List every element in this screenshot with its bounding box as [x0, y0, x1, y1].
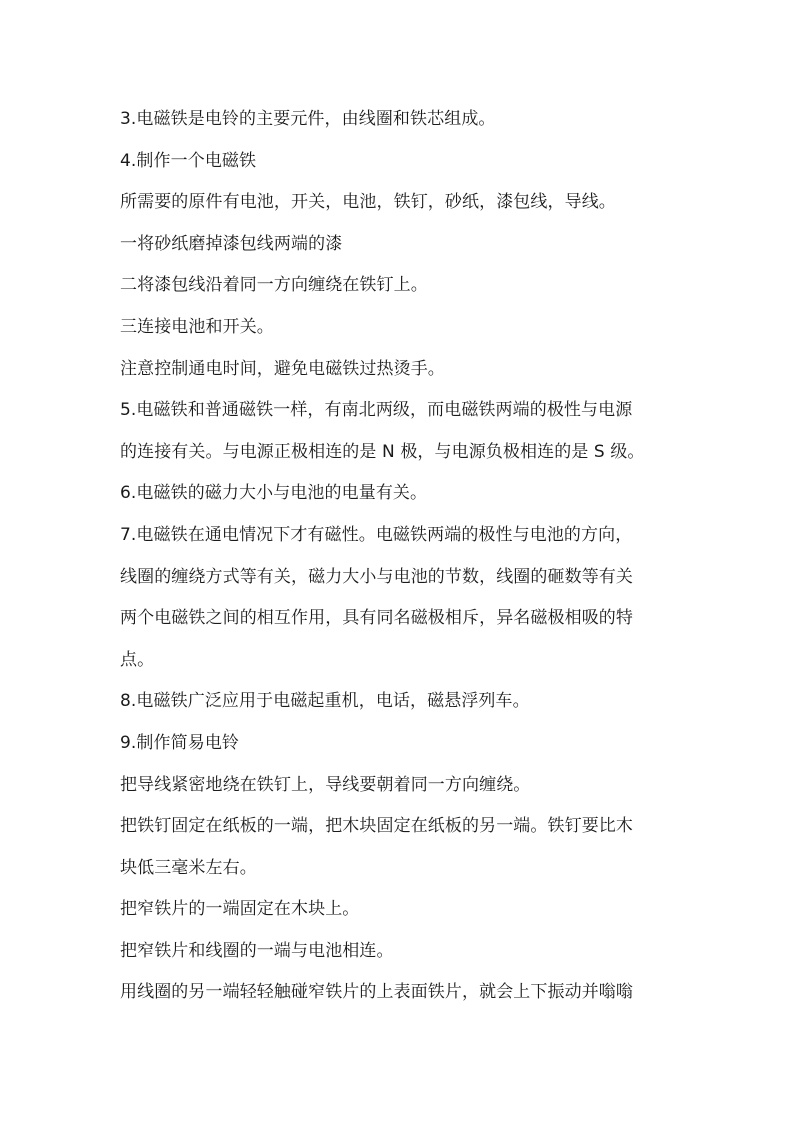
- line-bell-step-touch: 用线圈的另一端轻轻触碰窄铁片的上表面铁片，就会上下振动并嗡嗡: [120, 982, 633, 1003]
- line-item-7-part-4: 点。: [120, 649, 155, 670]
- line-item-7-part-2: 线圈的缠绕方式等有关，磁力大小与电池的节数，线圈的砸数等有关: [120, 566, 633, 587]
- line-bell-step-fix-part-2: 块低三毫米左右。: [120, 857, 257, 878]
- line-item-5-part-2: 的连接有关。与电源正极相连的是 N 极，与电源负极相连的是 S 级。: [120, 441, 645, 462]
- line-item-4-heading: 4.制作一个电磁铁: [120, 150, 257, 171]
- line-item-3-heading: 3.电磁铁是电铃的主要元件，由线圈和铁芯组成。: [120, 109, 496, 129]
- line-item-7-part-1: 7.电磁铁在通电情况下才有磁性。电磁铁两端的极性与电池的方向，: [120, 524, 633, 545]
- document-body: [120, 103, 680, 1018]
- line-step-three: 三连接电池和开关。: [120, 316, 274, 337]
- line-item-9-heading: 9.制作简易电铃: [120, 732, 240, 753]
- line-bell-step-fix-part-1: 把铁钉固定在纸板的一端，把木块固定在纸板的另一端。铁钉要比木: [120, 816, 633, 837]
- line-bell-step-connect: 把窄铁片和线圈的一端与电池相连。: [120, 940, 394, 961]
- line-caution: 注意控制通电时间，避免电磁铁过热烫手。: [120, 358, 445, 379]
- line-item-7-part-3: 两个电磁铁之间的相互作用，具有同名磁极相斥，异名磁极相吸的特: [120, 608, 633, 629]
- line-item-5-part-1: 5.电磁铁和普通磁铁一样，有南北两级，而电磁铁两端的极性与电源: [120, 400, 633, 421]
- line-step-one: 一将砂纸磨掉漆包线两端的漆: [120, 233, 343, 254]
- line-bell-step-wind: 把导线紧密地绕在铁钉上，导线要朝着同一方向缠绕。: [120, 774, 531, 795]
- line-step-two: 二将漆包线沿着同一方向缠绕在铁钉上。: [120, 275, 428, 296]
- line-item-6: 6.电磁铁的磁力大小与电池的电量有关。: [120, 483, 428, 504]
- line-materials: 所需要的原件有电池，开关，电池，铁钉，砂纸，漆包线，导线。: [120, 192, 616, 213]
- line-bell-step-strip: 把窄铁片的一端固定在木块上。: [120, 899, 360, 920]
- line-item-8: 8.电磁铁广泛应用于电磁起重机，电话，磁悬浮列车。: [120, 691, 530, 712]
